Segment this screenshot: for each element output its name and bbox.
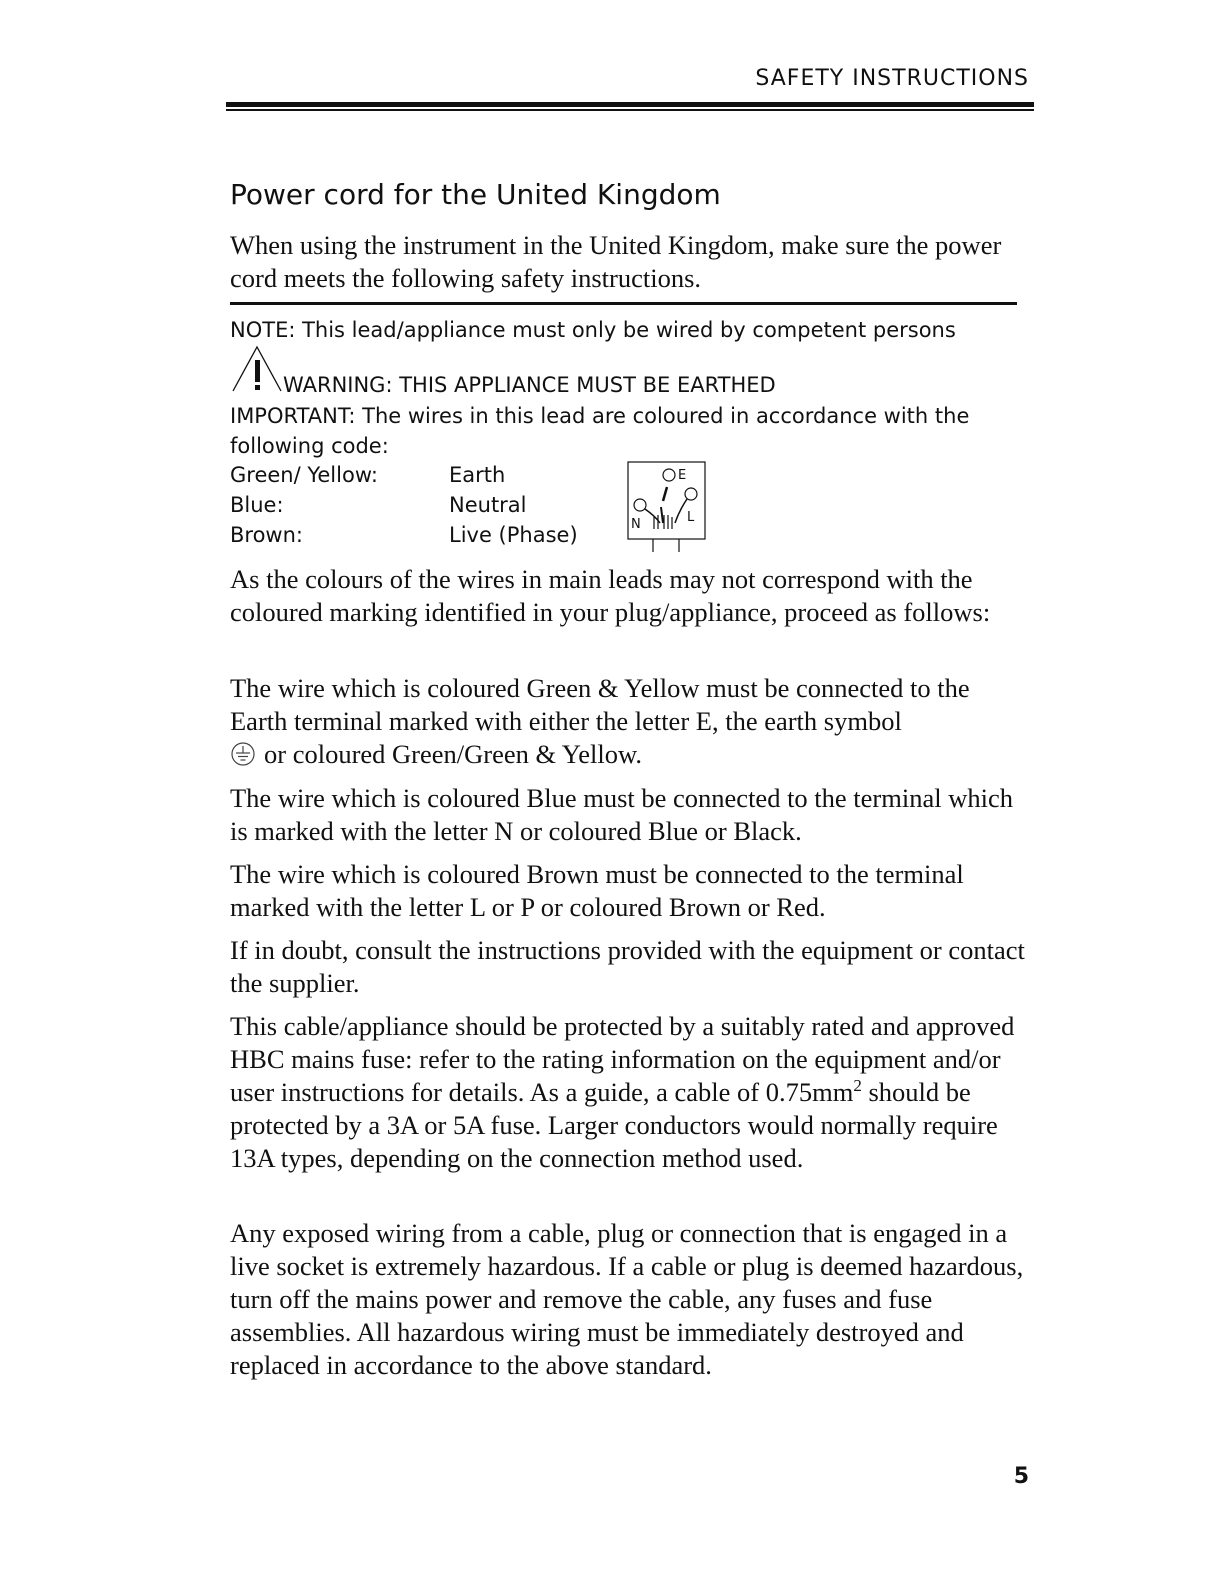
page-number: 5 bbox=[1013, 1464, 1029, 1489]
diagram-label-l: L bbox=[687, 510, 695, 525]
intro-paragraph: When using the instrument in the United Kingdom, make sure the power cord meets the following safety instructions. bbox=[230, 230, 1002, 293]
earth-symbol-icon bbox=[230, 741, 256, 767]
wire-row-neutral bbox=[230, 493, 650, 523]
wire-meaning-label: Earth bbox=[449, 463, 506, 487]
paragraph-brown: The wire which is coloured Brown must be connected to the terminal marked with the letter L or P or coloured Brown or Red. bbox=[230, 859, 964, 922]
wire-color-label: Brown: bbox=[230, 523, 303, 547]
plug-wiring-diagram bbox=[627, 461, 707, 553]
note-line: NOTE: This lead/appliance must only be wired by competent persons bbox=[230, 318, 956, 342]
paragraph-green-yellow bbox=[230, 672, 1030, 771]
header-rule-thick bbox=[226, 102, 1034, 107]
paragraph-blue: The wire which is coloured Blue must be connected to the terminal which is marked with the letter N or coloured Blue or Black. bbox=[230, 783, 1013, 846]
paragraph-hazard: Any exposed wiring from a cable, plug or connection that is engaged in a live socket is extremely hazardous. If a cable or plug is deemed hazardous, turn off the mains power and remove the cable, any fuses and fuse assemblies. All hazardous wiring must be immediately destroyed and replaced in accordance to the above standard. bbox=[230, 1218, 1024, 1380]
wire-meaning-label: Neutral bbox=[449, 493, 527, 517]
warning-line: WARNING: THIS APPLIANCE MUST BE EARTHED bbox=[283, 373, 776, 397]
running-header: SAFETY INSTRUCTIONS bbox=[755, 66, 1029, 91]
wire-row-earth bbox=[230, 463, 650, 493]
paragraph-doubt: If in doubt, consult the instructions provided with the equipment or contact the supplier. bbox=[230, 935, 1025, 998]
paragraph-fuse-text-end: should be protected by a 3A or 5A fuse. Larger conductors would normally require 13A types, depending on the connection method used. bbox=[230, 1077, 998, 1173]
header-rule-thin bbox=[226, 109, 1034, 111]
diagram-label-e: E bbox=[678, 468, 687, 483]
section-divider bbox=[230, 302, 1017, 305]
important-line-1: IMPORTANT: The wires in this lead are coloured in accordance with the bbox=[230, 404, 970, 428]
section-title: Power cord for the United Kingdom bbox=[230, 178, 721, 211]
warning-triangle-icon bbox=[231, 345, 283, 393]
wire-meaning-label: Live (Phase) bbox=[449, 523, 578, 547]
paragraph-fuse bbox=[230, 1010, 1030, 1175]
diagram-label-n: N bbox=[631, 517, 641, 532]
paragraph-green-yellow-text: The wire which is coloured Green & Yellow must be connected to the Earth terminal marked with either the letter E, the earth symbol bbox=[230, 673, 970, 736]
wire-color-label: Green/ Yellow: bbox=[230, 463, 378, 487]
important-line-2: following code: bbox=[230, 434, 389, 458]
wire-color-label: Blue: bbox=[230, 493, 284, 517]
wire-row-live bbox=[230, 523, 650, 553]
paragraph-green-yellow-end: or coloured Green/Green & Yellow. bbox=[264, 739, 643, 769]
superscript-two: 2 bbox=[853, 1076, 862, 1096]
paragraph-colours: As the colours of the wires in main leads may not correspond with the coloured marking identified in your plug/appliance, proceed as follows: bbox=[230, 564, 991, 627]
paragraph-fuse-text: This cable/appliance should be protected by a suitably rated and approved HBC mains fuse: refer to the rating information on the equipment and/or user instructions for details. As a guide, a cable of 0.75mm bbox=[230, 1011, 1015, 1107]
